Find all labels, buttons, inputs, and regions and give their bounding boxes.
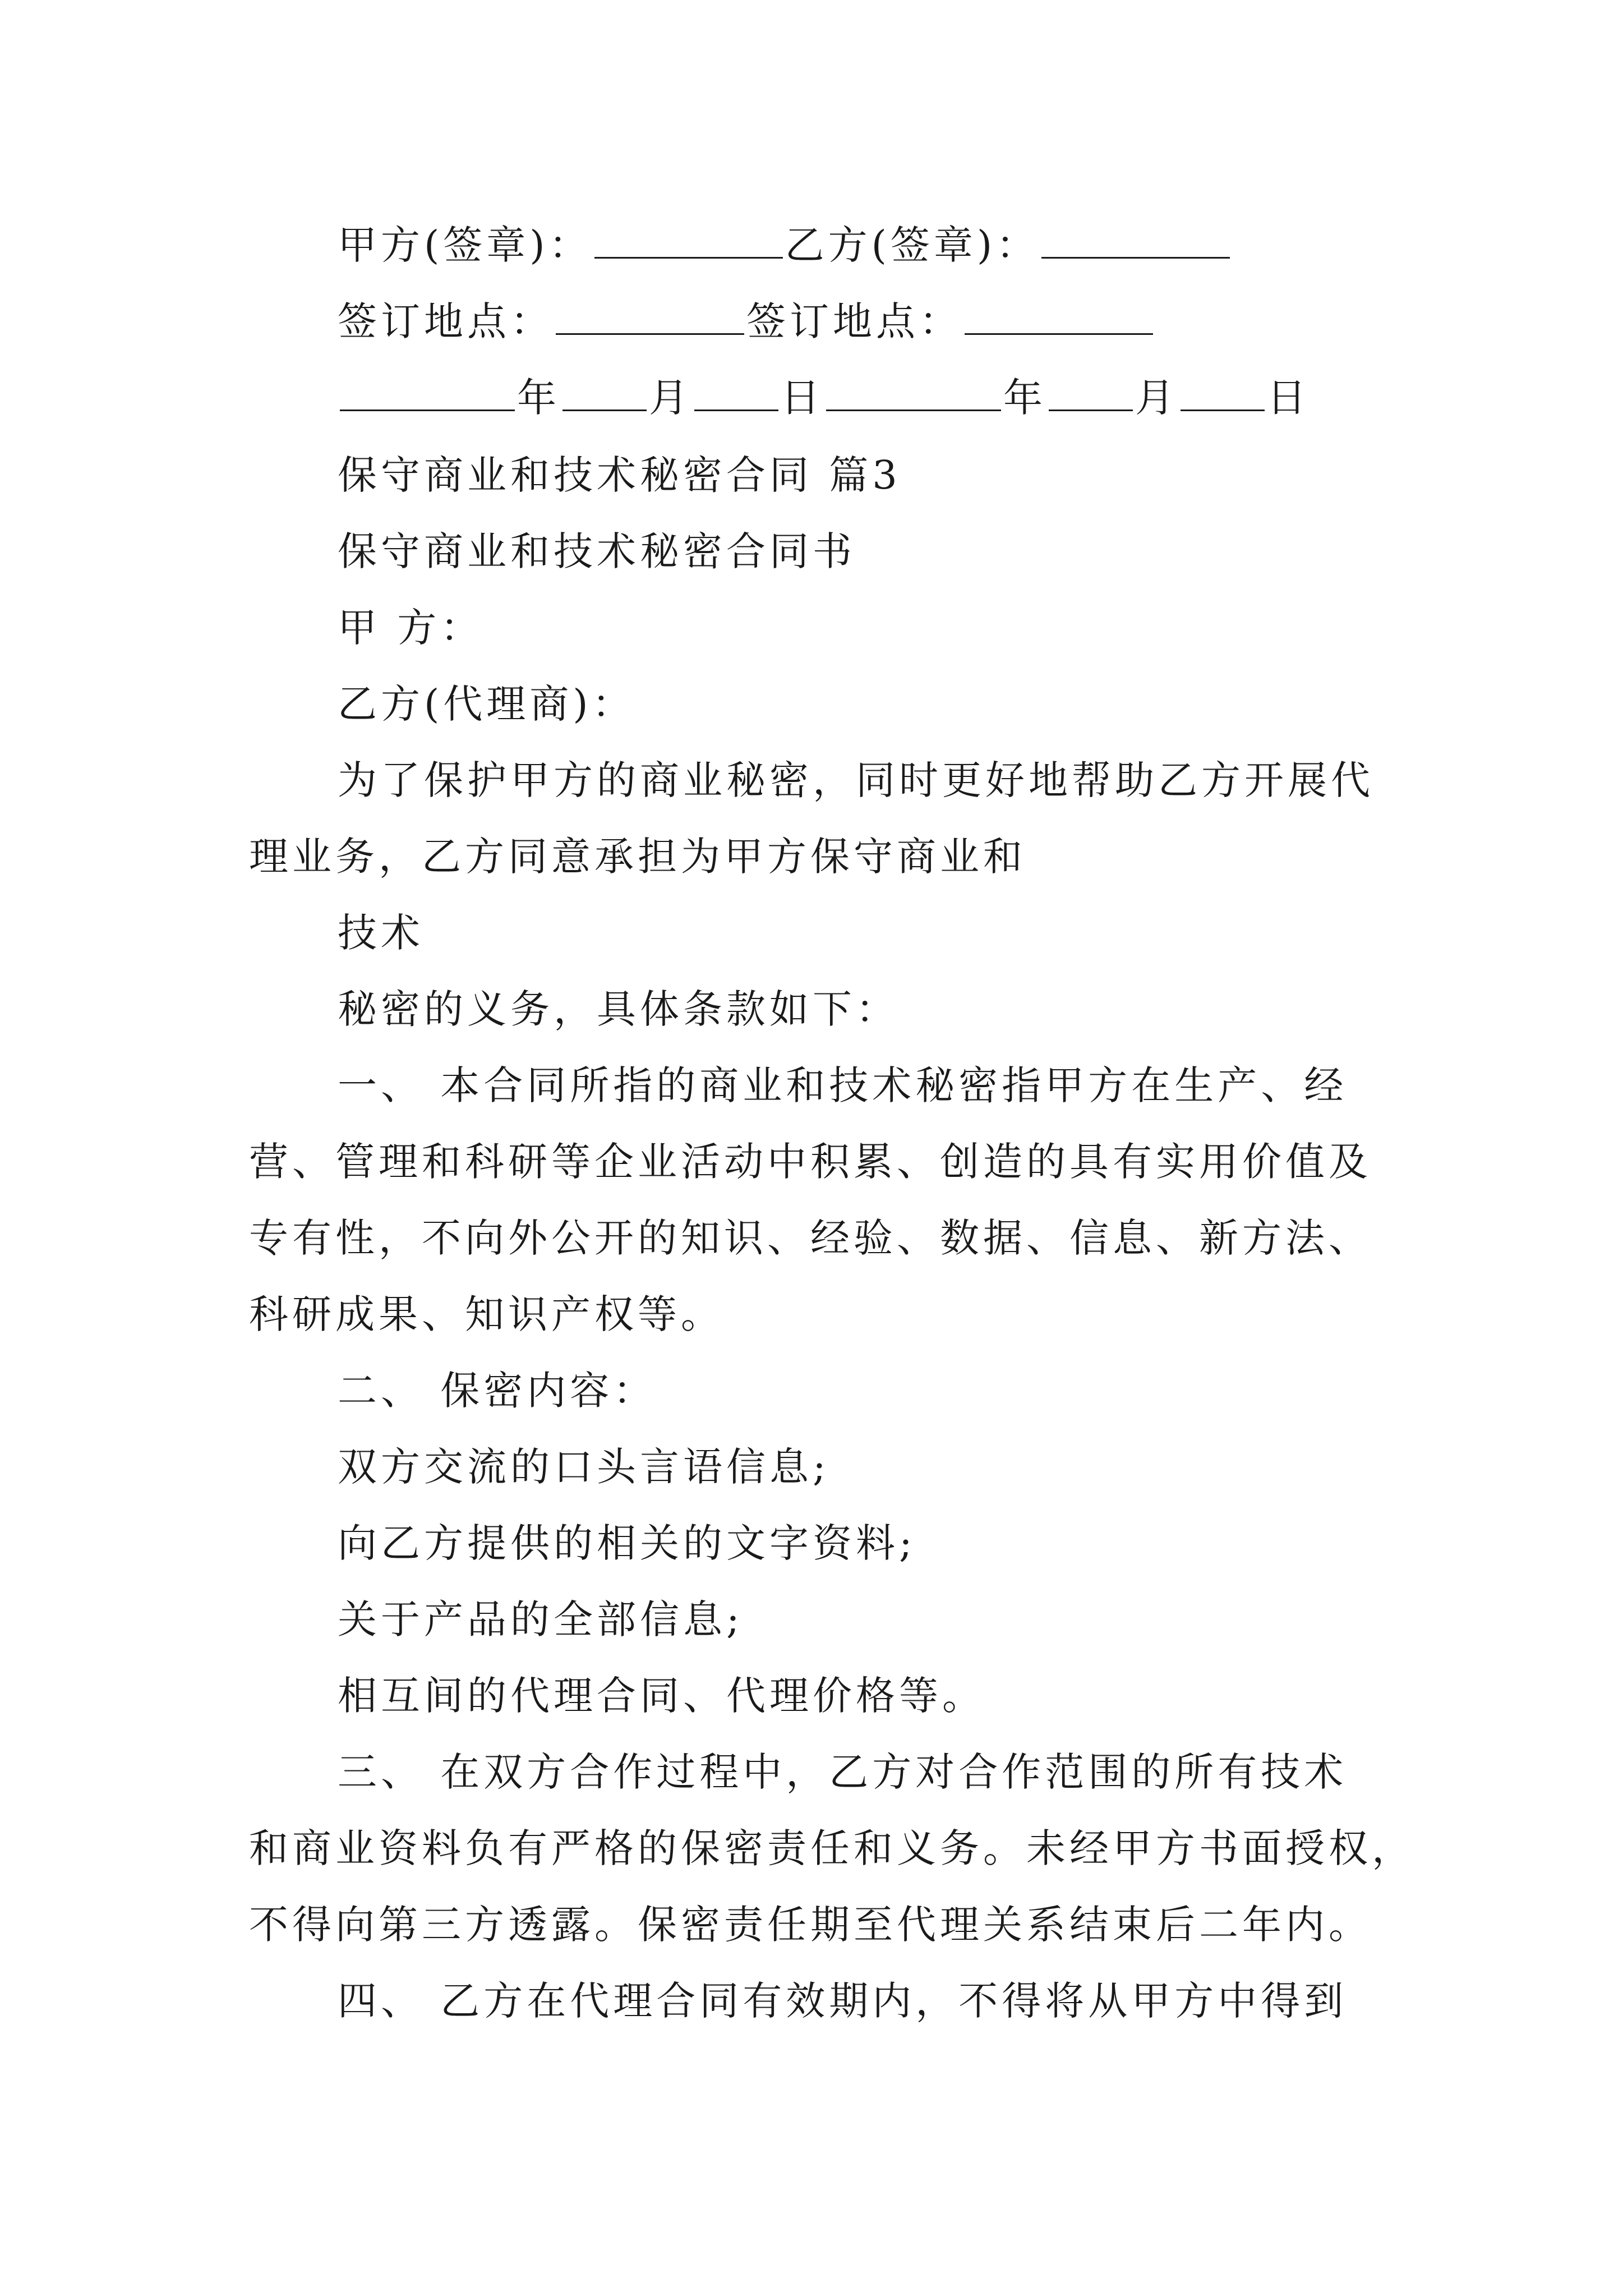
party-a-sign-blank [594, 226, 783, 259]
year-b-blank [826, 378, 1001, 411]
doc-title: 保守商业和技术秘密合同书 [338, 528, 856, 574]
day-a-blank [694, 378, 778, 411]
day-b-blank [1181, 378, 1265, 411]
clause2-heading: 二、 保密内容： [338, 1368, 657, 1414]
place-a-blank [556, 302, 744, 335]
year-b-label: 年 [1003, 375, 1046, 421]
year-a-label: 年 [517, 375, 560, 421]
intro-line-3: 技术 [338, 910, 424, 956]
place-a-label: 签订地点： [338, 298, 554, 344]
party-b-sign-label: 乙方(签章)： [785, 222, 1040, 268]
section-title: 保守商业和技术秘密合同 篇3 [338, 452, 901, 498]
party-a-sign-label: 甲方(签章)： [338, 222, 592, 268]
clause3-line-2: 和商业资料负有严格的保密责任和义务。未经甲方书面授权， [249, 1825, 1415, 1871]
clause2-item: 双方交流的口头言语信息; [338, 1444, 830, 1490]
clause3-line-1: 三、 在双方合作过程中，乙方对合作范围的所有技术 [338, 1749, 1348, 1795]
intro-line-2: 理业务，乙方同意承担为甲方保守商业和 [249, 834, 1026, 880]
party-b-label: 乙方(代理商)： [338, 681, 635, 727]
intro-line-1: 为了保护甲方的商业秘密，同时更好地帮助乙方开展代 [338, 757, 1374, 803]
intro-line-4: 秘密的义务，具体条款如下： [338, 986, 899, 1032]
place-b-blank [965, 302, 1153, 335]
clause1-line-1: 一、 本合同所指的商业和技术秘密指甲方在生产、经 [338, 1062, 1348, 1108]
place-b-label: 签订地点： [746, 298, 962, 344]
day-b-label: 日 [1267, 375, 1310, 421]
signature-line [338, 222, 1232, 268]
month-b-label: 月 [1135, 375, 1178, 421]
month-a-label: 月 [649, 375, 692, 421]
year-a-blank [340, 378, 515, 411]
month-b-blank [1049, 378, 1133, 411]
party-b-sign-blank [1041, 226, 1230, 259]
clause2-item: 关于产品的全部信息; [338, 1596, 744, 1642]
clause1-line-2: 营、管理和科研等企业活动中积累、创造的具有实用价值及 [249, 1139, 1372, 1185]
clause4-line-1: 四、 乙方在代理合同有效期内，不得将从甲方中得到 [338, 1978, 1348, 2024]
clause2-item: 相互间的代理合同、代理价格等。 [338, 1673, 985, 1719]
place-line [338, 298, 1155, 344]
month-a-blank [562, 378, 647, 411]
clause3-line-3: 不得向第三方透露。保密责任期至代理关系结束后二年内。 [249, 1902, 1372, 1948]
clause1-line-3: 专有性，不向外公开的知识、经验、数据、信息、新方法、 [249, 1215, 1372, 1261]
date-line [338, 375, 1310, 421]
clause1-line-4: 科研成果、知识产权等。 [249, 1291, 724, 1337]
clause2-item: 向乙方提供的相关的文字资料; [338, 1520, 916, 1566]
day-a-label: 日 [781, 375, 824, 421]
party-a-label: 甲 方： [338, 605, 484, 651]
